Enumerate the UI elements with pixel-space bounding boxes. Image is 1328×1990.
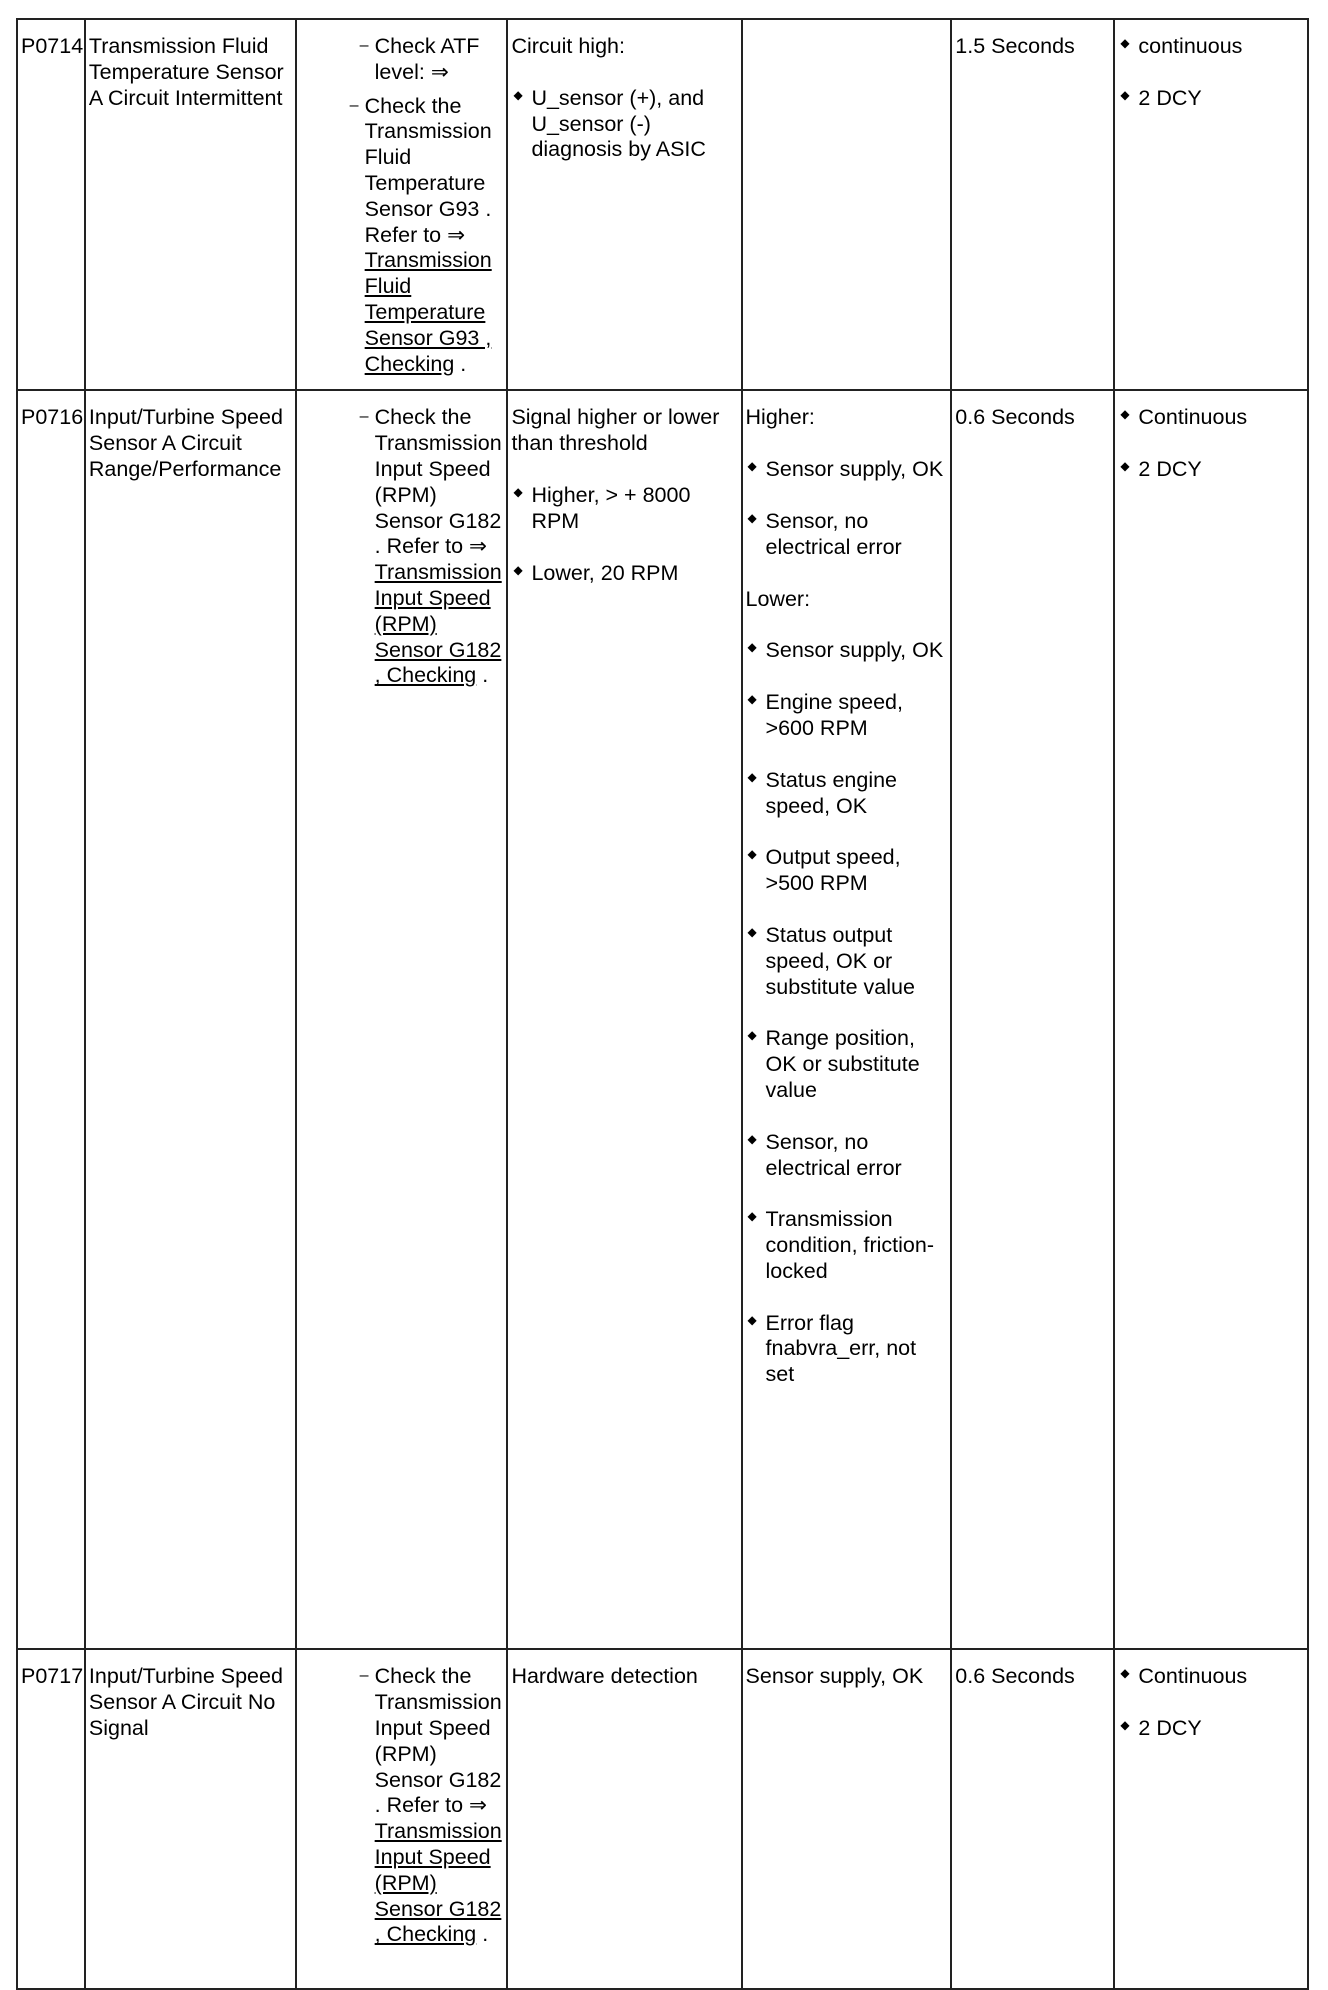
- condition-cell: [507, 1649, 741, 1989]
- list-item: ◆ Higher, > + 8000 RPM: [511, 483, 738, 535]
- condition-list: [511, 483, 738, 586]
- list-item: ◆ Sensor, no electrical error: [746, 509, 949, 561]
- list-item: ◆ 2 DCY: [1118, 1716, 1305, 1742]
- list-item: ◆ Error flag fnabvra_err, not set: [746, 1311, 949, 1388]
- repair-step: [358, 34, 505, 86]
- mil-cell: [1114, 1649, 1308, 1989]
- table-row: [17, 390, 1308, 1649]
- condition-title: Hardware detection: [511, 1664, 698, 1689]
- repair-text: Check the Transmission Input Speed (RPM) Sensor G182 . Refer to ⇒: [374, 1664, 502, 1818]
- enable-lower-list: [746, 638, 949, 1388]
- enable-cell: Sensor supply, OK: [742, 1649, 952, 1989]
- list-item: ◆ Transmission condition, friction-locked: [746, 1207, 949, 1284]
- mil-list: [1118, 34, 1305, 112]
- dtc-description: Input/Turbine Speed Sensor A Circuit Range/Performance: [85, 390, 296, 1649]
- condition-title: Circuit high:: [511, 34, 625, 58]
- dtc-code: P0716: [17, 390, 85, 1649]
- dtc-code: P0714: [17, 19, 85, 390]
- dtc-table: [16, 18, 1309, 1990]
- list-item: ◆ Continuous: [1118, 1664, 1305, 1690]
- condition-cell: [507, 19, 741, 390]
- repair-step: [348, 94, 505, 378]
- repair-link[interactable]: Transmission Fluid Temperature Sensor G93 , Checking: [364, 248, 492, 376]
- list-item: ◆ 2 DCY: [1118, 86, 1305, 112]
- list-item: ◆ Range position, OK or substitute value: [746, 1026, 949, 1103]
- repair-cell: [296, 1649, 508, 1989]
- repair-cell: [296, 390, 508, 1649]
- mil-list: [1118, 1664, 1305, 1742]
- time-cell: 1.5 Seconds: [951, 19, 1114, 390]
- repair-after: .: [482, 1922, 489, 1947]
- repair-after: .: [460, 351, 467, 376]
- repair-after: .: [482, 663, 489, 688]
- condition-title: Signal higher or lower than threshold: [511, 405, 720, 456]
- list-item: ◆ Sensor supply, OK: [746, 638, 949, 664]
- time-cell: 0.6 Seconds: [951, 1649, 1114, 1989]
- table-row: [17, 1649, 1308, 1989]
- repair-text: Check ATF level: ⇒: [374, 34, 480, 84]
- time-cell: 0.6 Seconds: [951, 390, 1114, 1649]
- list-item: ◆ 2 DCY: [1118, 457, 1305, 483]
- enable-higher-list: [746, 457, 949, 560]
- list-item: ◆ Lower, 20 RPM: [511, 561, 738, 587]
- repair-text: Check the Transmission Fluid Temperature Sensor G93 . Refer to ⇒: [364, 93, 492, 247]
- condition-cell: [507, 390, 741, 1649]
- repair-step: [358, 1664, 505, 1948]
- table-row: [17, 19, 1308, 390]
- mil-list: [1118, 405, 1305, 483]
- repair-text: Check the Transmission Input Speed (RPM) Sensor G182 . Refer to ⇒: [374, 405, 502, 559]
- mil-cell: [1114, 19, 1308, 390]
- mil-cell: [1114, 390, 1308, 1649]
- list-item: ◆ Status engine speed, OK: [746, 768, 949, 820]
- repair-link[interactable]: Transmission Input Speed (RPM) Sensor G182 , Checking: [374, 560, 502, 688]
- list-item: ◆ U_sensor (+), and U_sensor (-) diagnosis by ASIC: [511, 86, 738, 163]
- dtc-code: P0717: [17, 1649, 85, 1989]
- repair-step: [358, 405, 505, 689]
- list-item: ◆ Output speed, >500 RPM: [746, 845, 949, 897]
- repair-link[interactable]: Transmission Input Speed (RPM) Sensor G182 , Checking: [374, 1819, 502, 1947]
- list-item: ◆ Status output speed, OK or substitute value: [746, 923, 949, 1000]
- enable-cell: [742, 390, 952, 1649]
- enable-cell: [742, 19, 952, 390]
- list-item: ◆ Engine speed, >600 RPM: [746, 690, 949, 742]
- repair-cell: [296, 19, 508, 390]
- dtc-description: Transmission Fluid Temperature Sensor A Circuit Intermittent: [85, 19, 296, 390]
- condition-list: [511, 86, 738, 163]
- enable-lower-title: Lower:: [745, 586, 811, 611]
- list-item: ◆ Sensor supply, OK: [746, 457, 949, 483]
- dtc-description: Input/Turbine Speed Sensor A Circuit No Signal: [85, 1649, 296, 1989]
- list-item: ◆ Sensor, no electrical error: [746, 1130, 949, 1182]
- list-item: ◆ Continuous: [1118, 405, 1305, 431]
- enable-higher-title: Higher:: [745, 405, 815, 430]
- list-item: ◆ continuous: [1118, 34, 1305, 60]
